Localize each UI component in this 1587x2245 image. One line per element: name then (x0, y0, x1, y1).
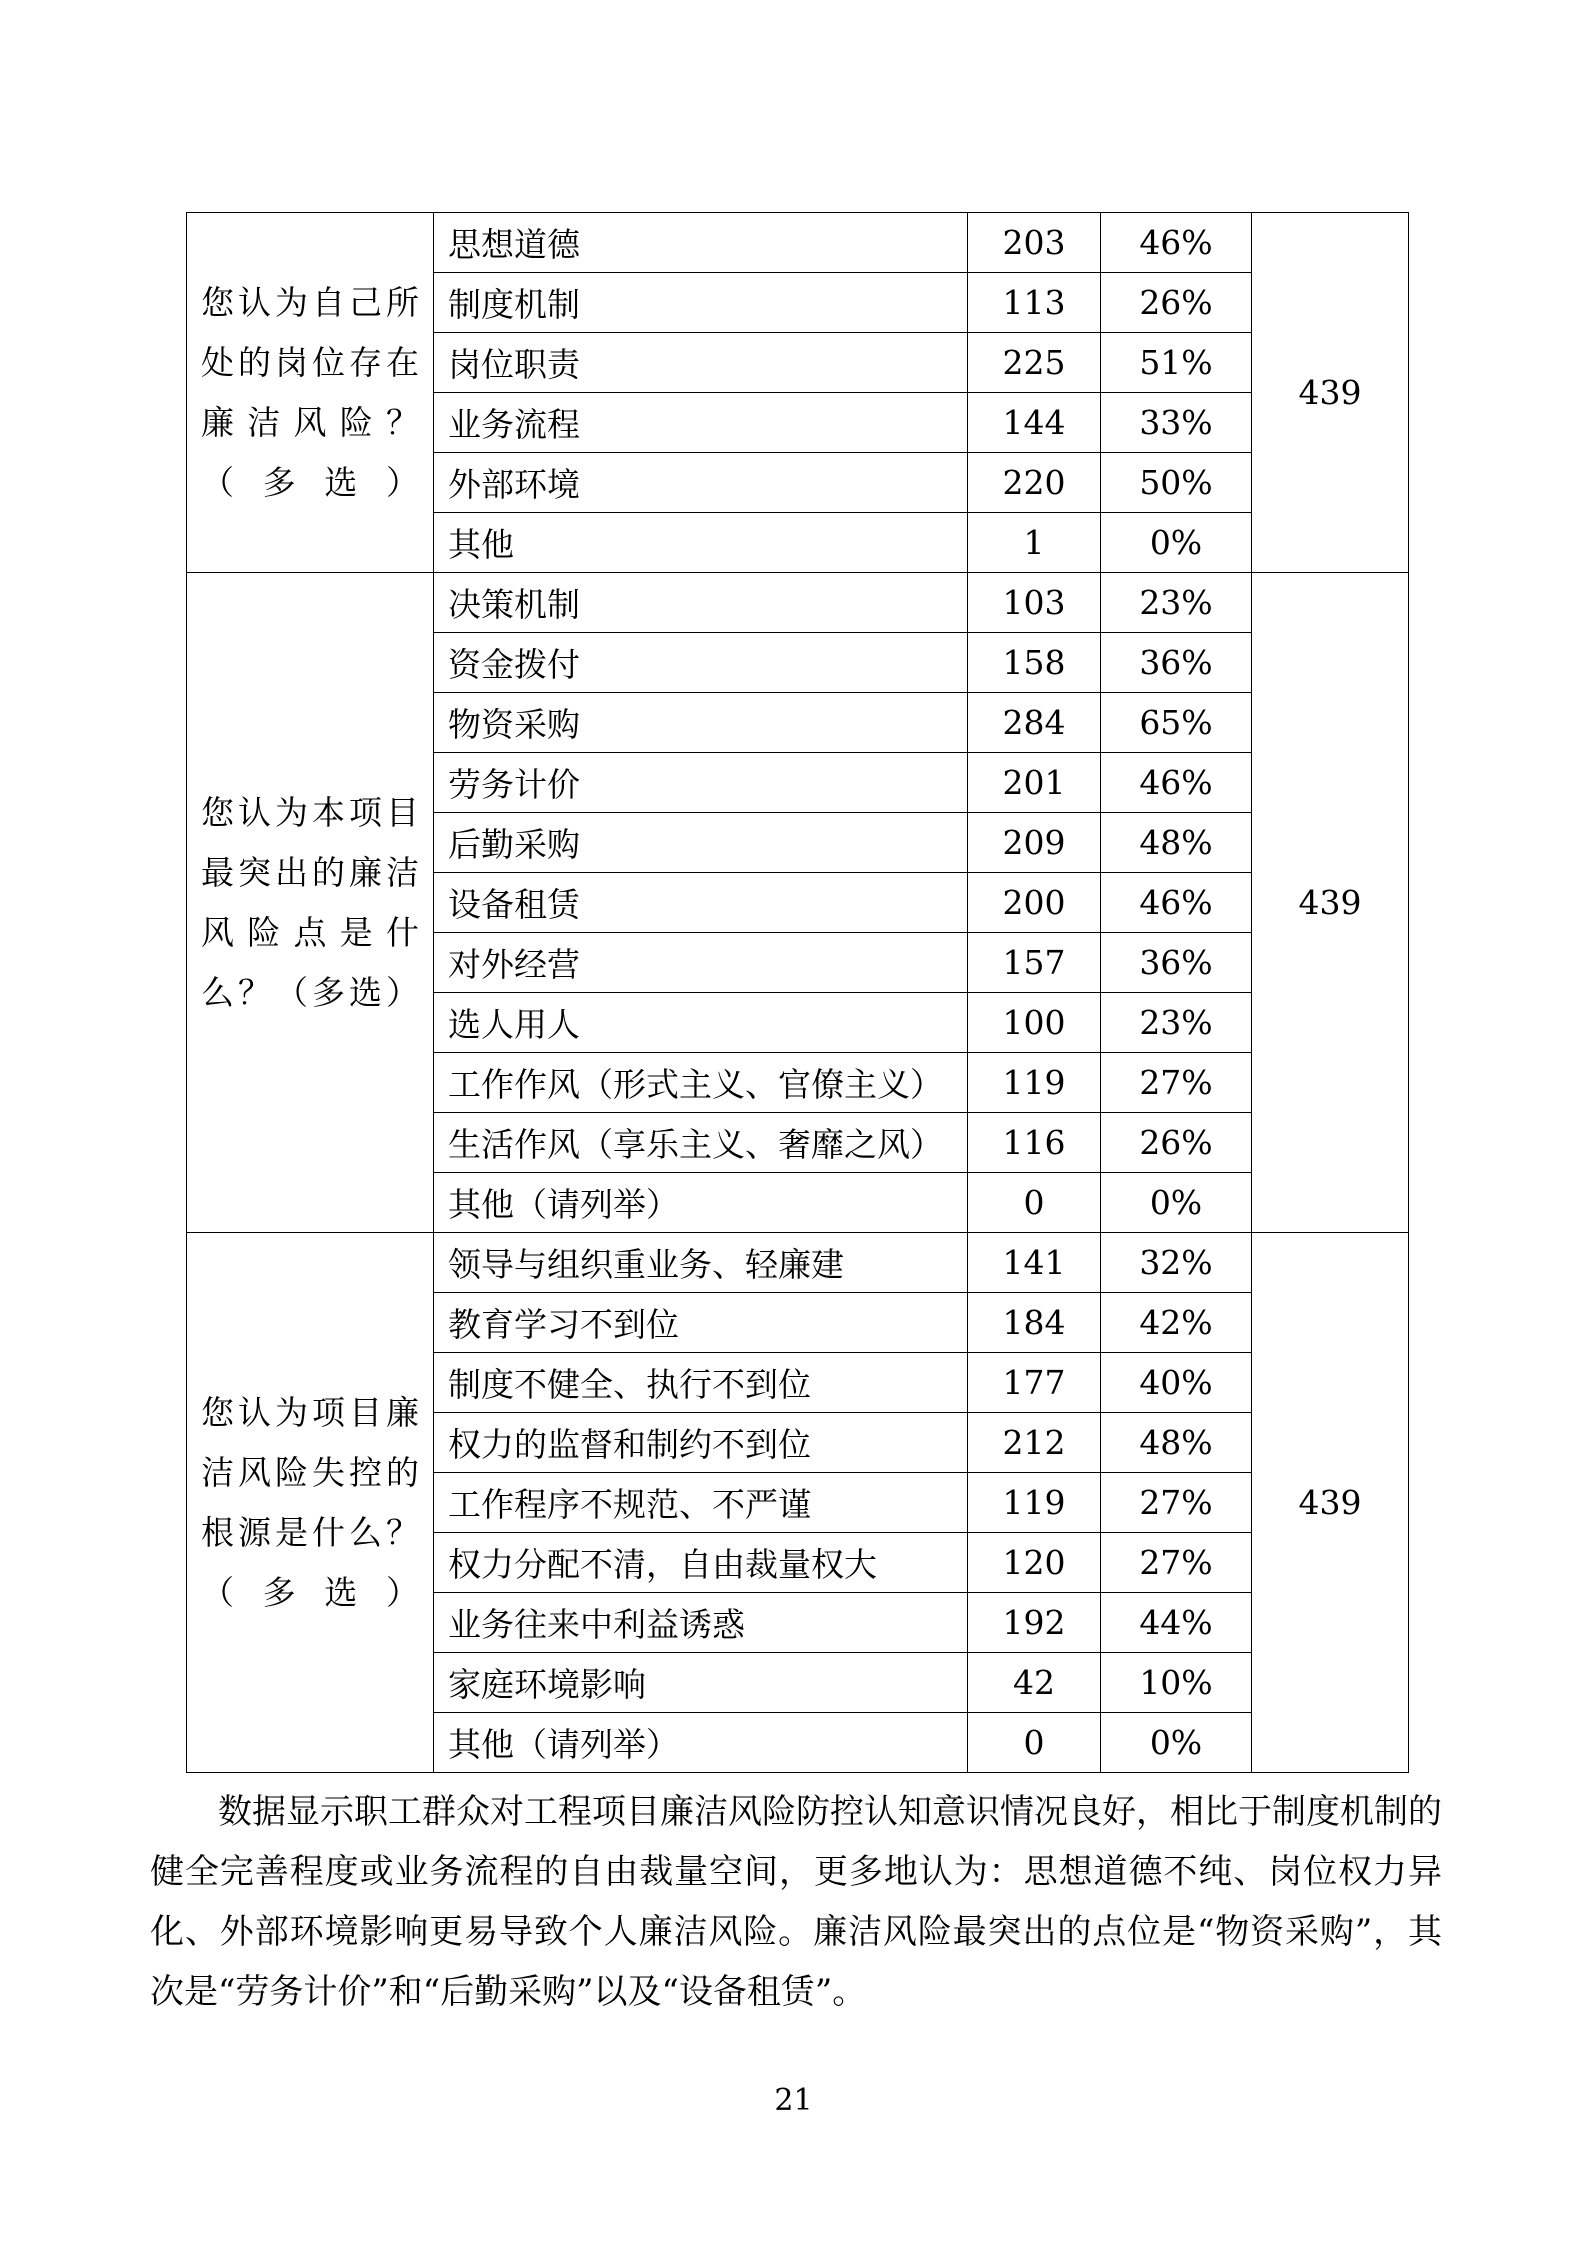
count-cell: 209 (968, 813, 1101, 873)
option-cell: 岗位职责 (434, 333, 968, 393)
count-cell: 220 (968, 453, 1101, 513)
count-cell: 184 (968, 1293, 1101, 1353)
count-cell: 0 (968, 1713, 1101, 1773)
count-cell: 200 (968, 873, 1101, 933)
percent-cell: 32% (1101, 1233, 1252, 1293)
count-cell: 192 (968, 1593, 1101, 1653)
question-text: 您认为本项目最突出的廉洁风险点是什么？（多选） (201, 792, 419, 1012)
total-cell: 439 (1252, 1233, 1409, 1773)
percent-cell: 27% (1101, 1473, 1252, 1533)
option-cell: 选人用人 (434, 993, 968, 1053)
percent-cell: 36% (1101, 633, 1252, 693)
option-cell: 物资采购 (434, 693, 968, 753)
percent-cell: 65% (1101, 693, 1252, 753)
percent-cell: 23% (1101, 993, 1252, 1053)
count-cell: 100 (968, 993, 1101, 1053)
summary-paragraph: 数据显示职工群众对工程项目廉洁风险防控认知意识情况良好，相比于制度机制的健全完善程度或业务流程的自由裁量空间，更多地认为：思想道德不纯、岗位权力异化、外部环境影响更易导致个人廉洁风险。廉洁风险最突出的点位是“物资采购”，其次是“劳务计价”和“后勤采购”以及“设备租赁”。 (150, 1792, 1442, 2012)
option-cell: 对外经营 (434, 933, 968, 993)
count-cell: 203 (968, 213, 1101, 273)
count-cell: 120 (968, 1533, 1101, 1593)
count-cell: 119 (968, 1053, 1101, 1113)
option-cell: 家庭环境影响 (434, 1653, 968, 1713)
option-cell: 其他 (434, 513, 968, 573)
table-row (187, 213, 1409, 273)
percent-cell: 36% (1101, 933, 1252, 993)
count-cell: 0 (968, 1173, 1101, 1233)
option-cell: 决策机制 (434, 573, 968, 633)
count-cell: 201 (968, 753, 1101, 813)
survey-table (186, 212, 1409, 1773)
option-cell: 其他（请列举） (434, 1713, 968, 1773)
percent-cell: 50% (1101, 453, 1252, 513)
option-cell: 外部环境 (434, 453, 968, 513)
option-cell: 制度机制 (434, 273, 968, 333)
option-cell: 领导与组织重业务、轻廉建 (434, 1233, 968, 1293)
count-cell: 141 (968, 1233, 1101, 1293)
count-cell: 177 (968, 1353, 1101, 1413)
count-cell: 225 (968, 333, 1101, 393)
percent-cell: 51% (1101, 333, 1252, 393)
count-cell: 103 (968, 573, 1101, 633)
percent-cell: 26% (1101, 1113, 1252, 1173)
option-cell: 劳务计价 (434, 753, 968, 813)
total-cell: 439 (1252, 573, 1409, 1233)
option-cell: 制度不健全、执行不到位 (434, 1353, 968, 1413)
option-cell: 生活作风（享乐主义、奢靡之风） (434, 1113, 968, 1173)
count-cell: 1 (968, 513, 1101, 573)
count-cell: 158 (968, 633, 1101, 693)
total-cell: 439 (1252, 213, 1409, 573)
percent-cell: 40% (1101, 1353, 1252, 1413)
count-cell: 212 (968, 1413, 1101, 1473)
count-cell: 284 (968, 693, 1101, 753)
count-cell: 116 (968, 1113, 1101, 1173)
option-cell: 权力的监督和制约不到位 (434, 1413, 968, 1473)
option-cell: 设备租赁 (434, 873, 968, 933)
percent-cell: 42% (1101, 1293, 1252, 1353)
page-number: 21 (774, 2083, 813, 2118)
percent-cell: 27% (1101, 1053, 1252, 1113)
question-text: 您认为自己所处的岗位存在廉洁风险？（多选） (201, 282, 419, 502)
option-cell: 思想道德 (434, 213, 968, 273)
option-cell: 工作程序不规范、不严谨 (434, 1473, 968, 1533)
question-cell (187, 213, 434, 573)
question-cell (187, 573, 434, 1233)
percent-cell: 0% (1101, 513, 1252, 573)
option-cell: 业务流程 (434, 393, 968, 453)
question-cell (187, 1233, 434, 1773)
percent-cell: 27% (1101, 1533, 1252, 1593)
percent-cell: 33% (1101, 393, 1252, 453)
option-cell: 资金拨付 (434, 633, 968, 693)
count-cell: 144 (968, 393, 1101, 453)
percent-cell: 0% (1101, 1713, 1252, 1773)
option-cell: 其他（请列举） (434, 1173, 968, 1233)
count-cell: 42 (968, 1653, 1101, 1713)
percent-cell: 0% (1101, 1173, 1252, 1233)
percent-cell: 48% (1101, 813, 1252, 873)
percent-cell: 46% (1101, 213, 1252, 273)
option-cell: 教育学习不到位 (434, 1293, 968, 1353)
table-row (187, 573, 1409, 633)
survey-table-body (187, 213, 1409, 1773)
table-row (187, 1233, 1409, 1293)
option-cell: 权力分配不清，自由裁量权大 (434, 1533, 968, 1593)
option-cell: 工作作风（形式主义、官僚主义） (434, 1053, 968, 1113)
percent-cell: 44% (1101, 1593, 1252, 1653)
option-cell: 后勤采购 (434, 813, 968, 873)
option-cell: 业务往来中利益诱惑 (434, 1593, 968, 1653)
question-text: 您认为项目廉洁风险失控的根源是什么？（多选） (201, 1392, 419, 1612)
count-cell: 119 (968, 1473, 1101, 1533)
percent-cell: 23% (1101, 573, 1252, 633)
percent-cell: 26% (1101, 273, 1252, 333)
percent-cell: 46% (1101, 873, 1252, 933)
percent-cell: 10% (1101, 1653, 1252, 1713)
percent-cell: 48% (1101, 1413, 1252, 1473)
count-cell: 113 (968, 273, 1101, 333)
percent-cell: 46% (1101, 753, 1252, 813)
count-cell: 157 (968, 933, 1101, 993)
